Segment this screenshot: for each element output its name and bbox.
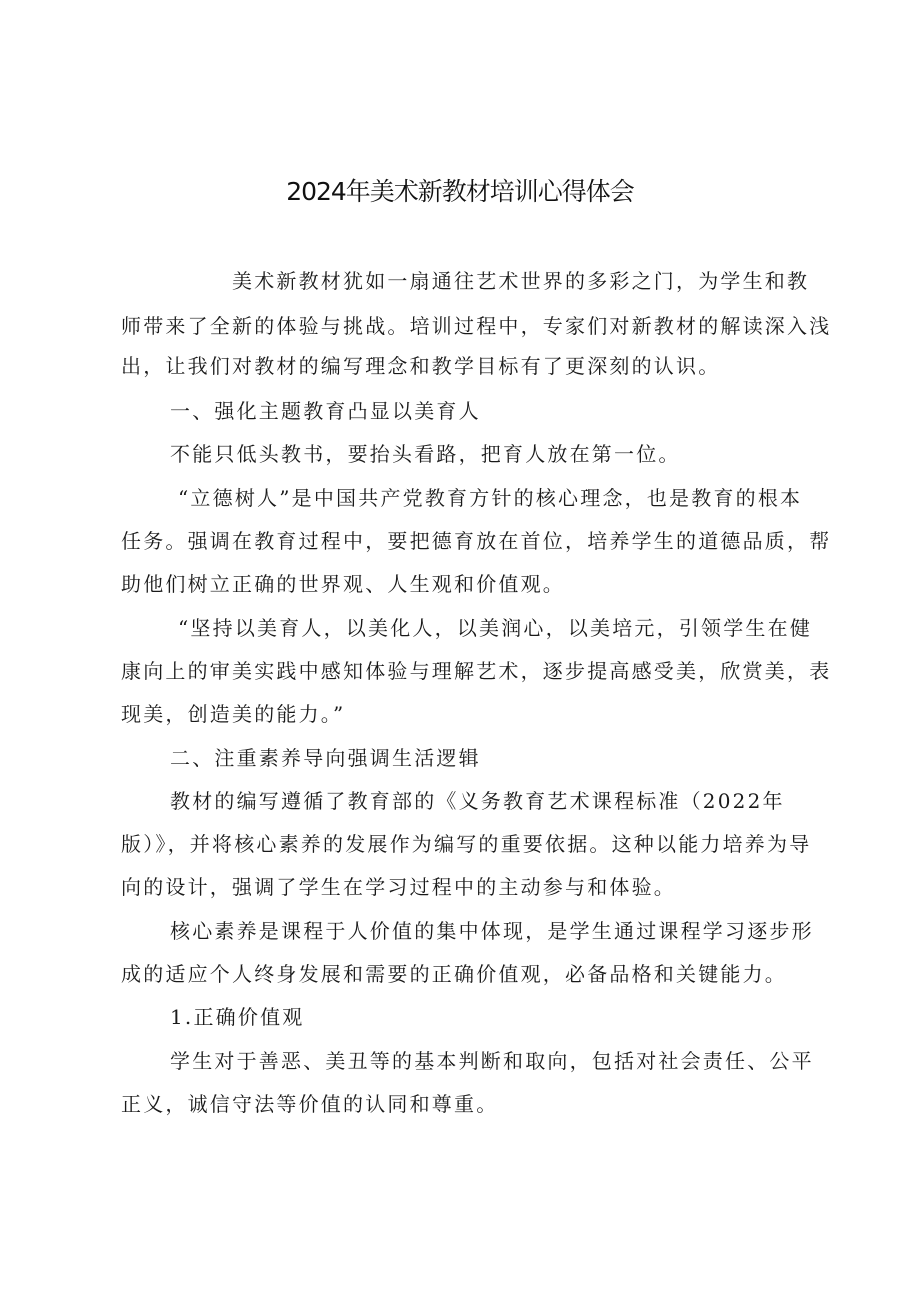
paragraph-line: 成的适应个人终身发展和需要的正确价值观，必备品格和关键能力。 — [121, 962, 787, 986]
section-heading-1: 一、强化主题教育凸显以美育人 — [170, 399, 481, 423]
paragraph-line: “坚持以美育人，以美化人，以美润心，以美培元，引领学生在健 — [178, 616, 813, 640]
paragraph-line: 版）》，并将核心素养的发展作为编写的重要依据。这种以能力培养为导 — [121, 832, 812, 856]
paragraph-line: 向的设计，强调了学生在学习过程中的主动参与和体验。 — [121, 875, 676, 899]
paragraph-line: 师带来了全新的体验与挑战。培训过程中，专家们对新教材的解读深入浅 — [121, 314, 832, 338]
paragraph-line: 出，让我们对教材的编写理念和教学目标有了更深刻的认识。 — [121, 354, 721, 378]
paragraph-line: 不能只低头教书，要抬头看路，把育人放在第一位。 — [170, 442, 681, 466]
paragraph-line: 美术新教材犹如一扇通往艺术世界的多彩之门，为学生和教 — [232, 269, 810, 293]
subsection-heading: 1.正确价值观 — [170, 1005, 305, 1029]
paragraph-line: 核心素养是课程于人价值的集中体现，是学生通过课程学习逐步形 — [170, 919, 814, 943]
paragraph-line: 教材的编写遵循了教育部的《义务教育艺术课程标准（2022年 — [170, 789, 785, 813]
paragraph-line: 现美，创造美的能力。” — [121, 702, 346, 726]
paragraph-line: 正义，诚信守法等价值的认同和尊重。 — [121, 1092, 499, 1116]
paragraph-line: 助他们树立正确的世界观、人生观和价值观。 — [121, 572, 565, 596]
section-heading-2: 二、注重素养导向强调生活逻辑 — [170, 746, 481, 770]
paragraph-line: 康向上的审美实践中感知体验与理解艺术，逐步提高感受美，欣赏美，表 — [121, 659, 832, 683]
document-title: 2024年美术新教材培训心得体会 — [286, 177, 634, 206]
paragraph-line: 任务。强调在教育过程中，要把德育放在首位，培养学生的道德品质，帮 — [121, 529, 832, 553]
paragraph-line: 学生对于善恶、美丑等的基本判断和取向，包括对社会责任、公平 — [170, 1049, 814, 1073]
paragraph-line: “立德树人”是中国共产党教育方针的核心理念，也是教育的根本 — [178, 486, 803, 510]
